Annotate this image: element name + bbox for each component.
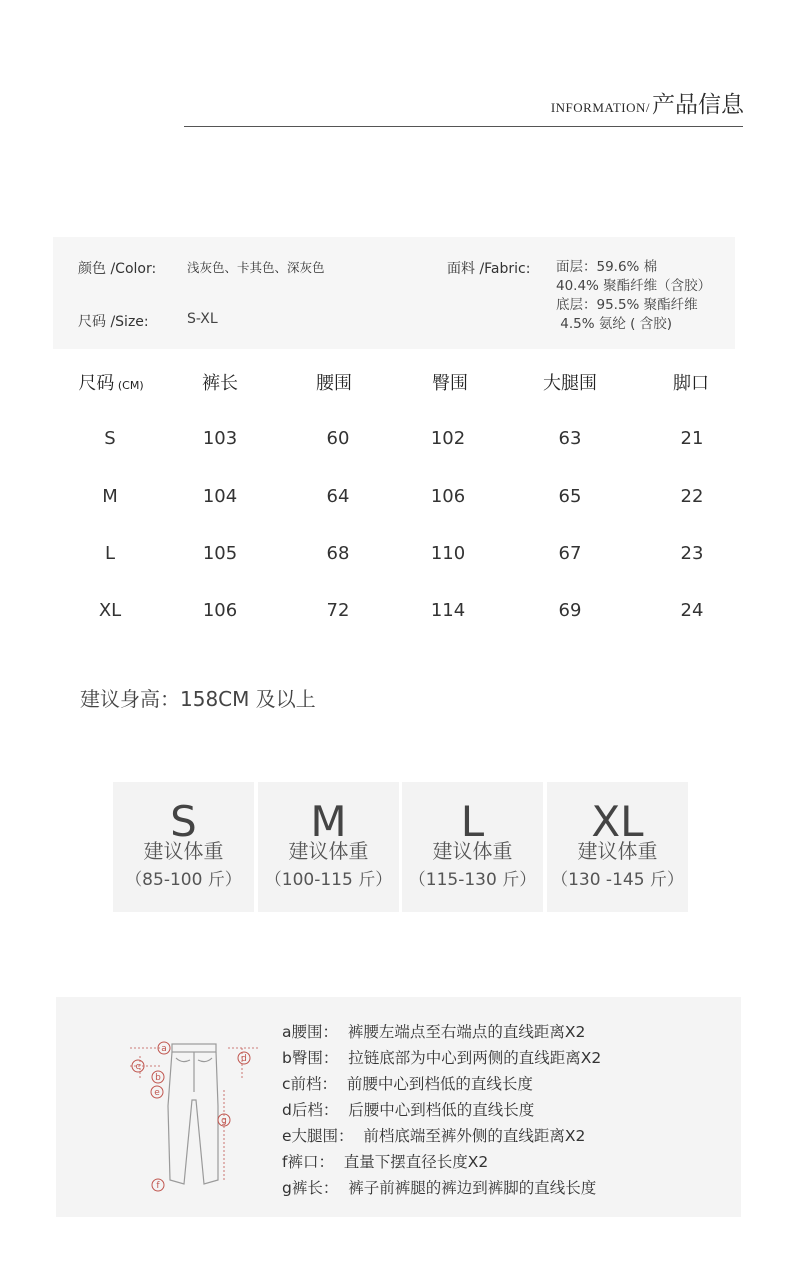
- measurement-line-g: g裤长： 裤子前裤腿的裤边到裤脚的直线长度: [282, 1179, 597, 1197]
- fabric-label: 面料 /Fabric:: [447, 261, 531, 277]
- size-value: S-XL: [187, 311, 218, 327]
- height-recommendation: 建议身高：158CM 及以上: [80, 687, 316, 711]
- table-cell: 60: [326, 428, 350, 449]
- measurement-line-d: d后档： 后腰中心到档低的直线长度: [282, 1101, 535, 1119]
- table-cell: 105: [202, 543, 238, 564]
- table-cell: 104: [202, 486, 238, 507]
- table-header-thigh: 大腿围: [543, 373, 597, 394]
- table-cell: 114: [430, 600, 466, 621]
- table-cell: 102: [430, 428, 466, 449]
- color-label: 颜色 /Color:: [78, 261, 157, 277]
- table-cell: 69: [558, 600, 582, 621]
- card-range: （100-115 斤）: [264, 870, 393, 890]
- title-chinese: 产品信息: [652, 92, 744, 118]
- card-size: M: [310, 797, 347, 846]
- color-value: 浅灰色、卡其色、深灰色: [187, 260, 325, 275]
- table-cell: 21: [680, 428, 704, 449]
- size-label: 尺码 /Size:: [78, 314, 149, 330]
- card-range: （115-130 斤）: [408, 870, 537, 890]
- fabric-line: 底层：95.5% 聚酯纤维: [556, 297, 698, 313]
- marker-b-label: b: [155, 1073, 161, 1083]
- table-cell: 72: [326, 600, 350, 621]
- measurement-line-a: a腰围： 裤腰左端点至右端点的直线距离X2: [282, 1023, 586, 1041]
- table-cell: 65: [558, 486, 582, 507]
- page-title: [551, 86, 744, 119]
- measurement-line-e: e大腿围： 前档底端至裤外侧的直线距离X2: [282, 1127, 586, 1145]
- table-row-size: XL: [98, 600, 122, 621]
- table-cell: 63: [558, 428, 582, 449]
- table-header-length: 裤长: [202, 373, 238, 394]
- table-cell: 106: [202, 600, 238, 621]
- marker-f-label: f: [156, 1181, 160, 1191]
- card-size: XL: [591, 797, 644, 846]
- card-size: S: [170, 797, 197, 846]
- table-header-hem: 脚口: [673, 373, 709, 394]
- table-cell: 64: [326, 486, 350, 507]
- table-header-hip: 臀围: [432, 373, 468, 394]
- marker-e-label: e: [154, 1088, 160, 1098]
- title-english: INFORMATION/: [550, 100, 650, 115]
- marker-d: [238, 1052, 250, 1064]
- weight-card-m: [258, 782, 399, 912]
- marker-f: [152, 1179, 164, 1191]
- marker-d-label: d: [241, 1054, 247, 1064]
- card-label: 建议体重: [577, 839, 658, 863]
- fabric-line: 4.5% 氨纶 ( 含胶): [556, 316, 672, 332]
- table-cell: 22: [680, 486, 704, 507]
- header-divider: [184, 126, 743, 127]
- fabric-composition: [556, 258, 711, 334]
- measurement-line-b: b臀围： 拉链底部为中心到两侧的直线距离X2: [282, 1049, 602, 1067]
- table-cell: 67: [558, 543, 582, 564]
- marker-c-label: c: [135, 1062, 141, 1072]
- card-label: 建议体重: [432, 839, 513, 863]
- table-row-size: S: [104, 428, 116, 449]
- fabric-line: 40.4% 聚酯纤维（含胶）: [556, 278, 712, 294]
- card-range: （130 -145 斤）: [551, 870, 684, 890]
- table-cell: 103: [202, 428, 238, 449]
- table-cell: 24: [680, 600, 704, 621]
- measure-lines: [130, 1048, 260, 1180]
- table-cell: 23: [680, 543, 704, 564]
- table-row-size: M: [102, 486, 118, 507]
- marker-b: [152, 1071, 164, 1083]
- card-size: L: [460, 797, 485, 846]
- card-label: 建议体重: [288, 839, 369, 863]
- measurement-line-f: f裤口： 直量下摆直径长度X2: [282, 1153, 489, 1171]
- marker-a-label: a: [161, 1044, 167, 1054]
- table-header-size: [66, 369, 156, 395]
- unit-label: (CM): [117, 379, 144, 392]
- card-label: 建议体重: [143, 839, 224, 863]
- header-label: 尺码: [78, 373, 115, 394]
- table-row-size: L: [104, 543, 116, 564]
- measurement-line-c: c前档： 前腰中心到档低的直线长度: [282, 1075, 533, 1093]
- weight-card-s: [113, 782, 254, 912]
- table-header-waist: 腰围: [316, 373, 352, 394]
- pants-diagram: [120, 1030, 270, 1198]
- marker-g-label: g: [221, 1116, 227, 1126]
- table-cell: 106: [430, 486, 466, 507]
- table-cell: 110: [430, 543, 466, 564]
- weight-card-xl: [547, 782, 688, 912]
- pants-outline: [168, 1044, 218, 1184]
- card-range: （85-100 斤）: [125, 870, 242, 890]
- table-cell: 68: [326, 543, 350, 564]
- marker-e: [151, 1086, 163, 1098]
- marker-g: [218, 1114, 230, 1126]
- fabric-line: 面层：59.6% 棉: [556, 259, 658, 275]
- weight-card-l: [402, 782, 543, 912]
